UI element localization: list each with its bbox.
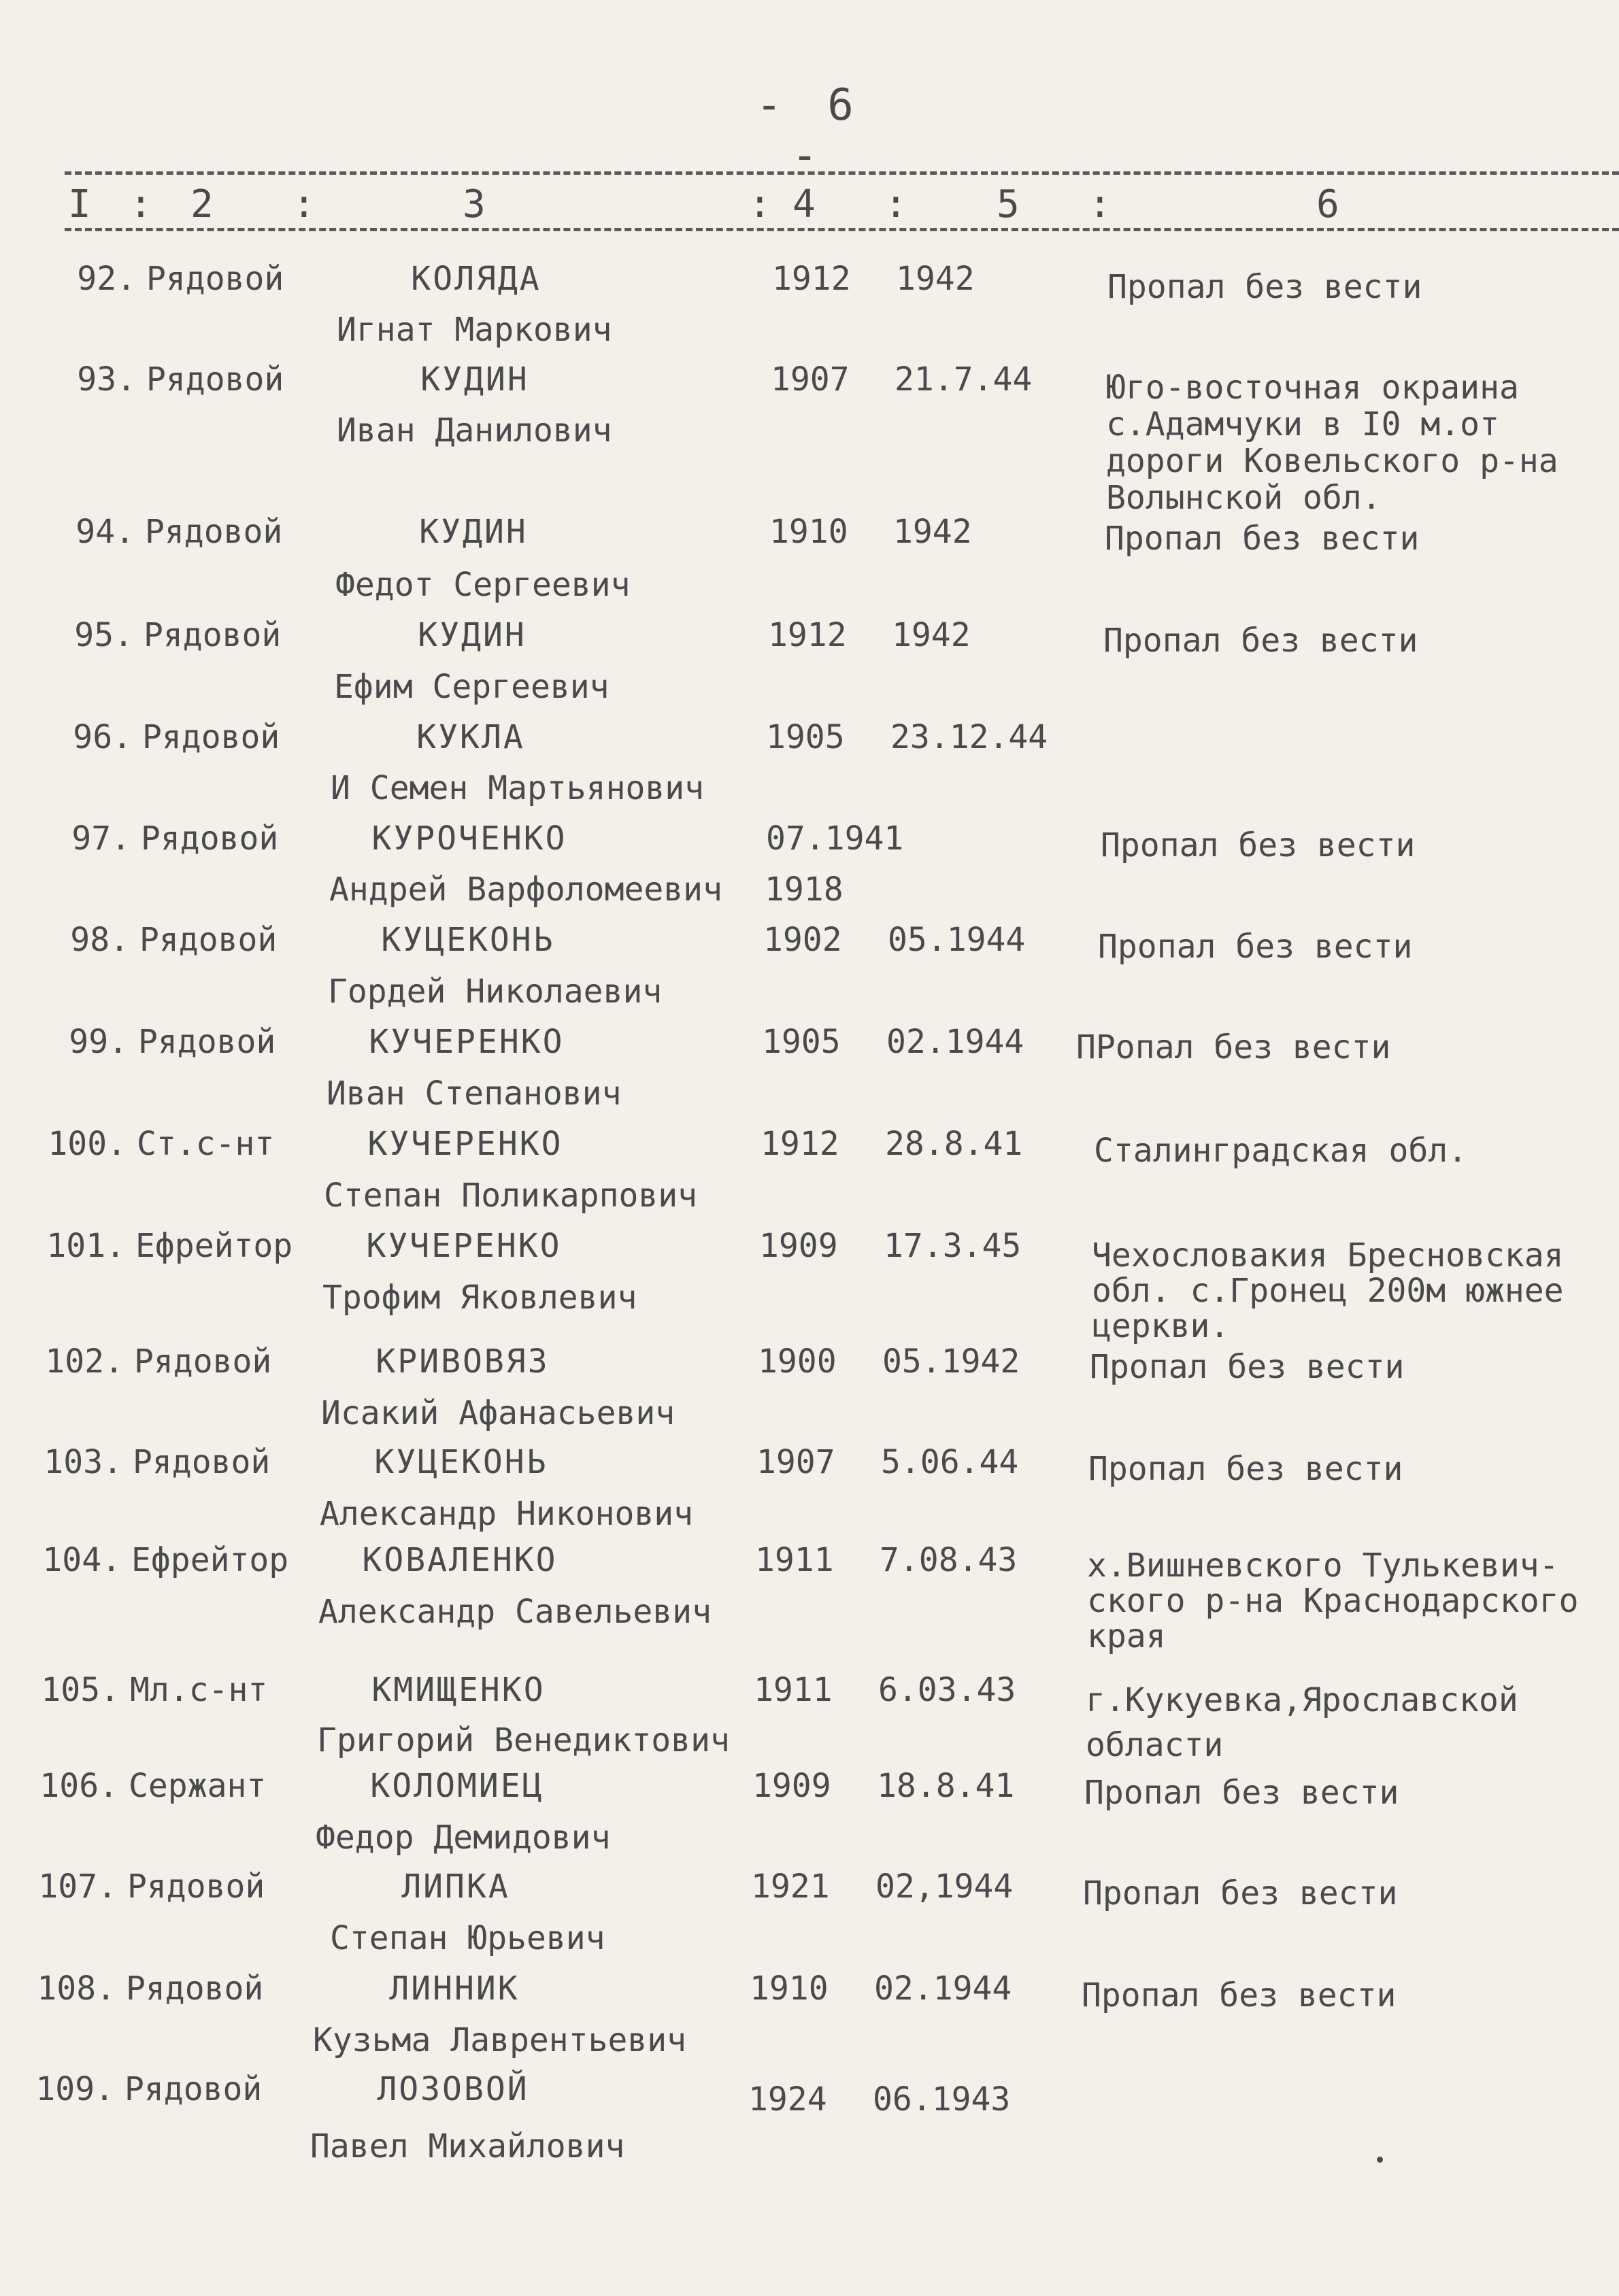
- given-name: Ефим Сергеевич: [334, 668, 610, 706]
- birth-year: 1921: [751, 1868, 830, 1906]
- death-date: 18.8.41: [877, 1767, 1015, 1805]
- rank: Рядовой: [146, 360, 284, 399]
- given-name: Андрей Варфоломеевич: [329, 871, 722, 909]
- row-number: 108.: [37, 1970, 116, 2008]
- rank: Рядовой: [126, 1970, 264, 2008]
- row-number: 105.: [41, 1671, 120, 1709]
- fate: Пропал без вести: [1084, 1774, 1399, 1812]
- row-number: 100.: [48, 1125, 127, 1163]
- table-row: [0, 258, 1619, 360]
- rank: Рядовой: [144, 616, 282, 654]
- given-name: Степан Юрьевич: [330, 1919, 605, 1957]
- death-date: 1942: [896, 260, 975, 298]
- header-col-5: 5: [997, 182, 1020, 226]
- header-col-2: 2: [190, 182, 214, 226]
- table-row: [0, 359, 1619, 517]
- death-date: 07.1941: [766, 820, 904, 858]
- ink-dot: [1377, 2157, 1383, 2163]
- header-col-3: 3: [463, 182, 486, 226]
- fate: Юго-восточная окраина с.Адамчуки в I0 м.от дороги Ковельского р-на Волынской обл.: [1106, 369, 1558, 517]
- given-name: Иван Данилович: [337, 411, 612, 450]
- row-number: 98.: [70, 921, 129, 959]
- given-name: Иван Степанович: [327, 1075, 622, 1113]
- given-name: Степан Поликарпович: [324, 1177, 698, 1215]
- page-number: - 6 -: [756, 80, 863, 181]
- table-row: [0, 717, 1619, 819]
- birth-year: 1912: [761, 1125, 839, 1163]
- rank: Ст.с-нт: [137, 1125, 275, 1163]
- header-separator: :: [129, 182, 152, 226]
- given-name: Игнат Маркович: [337, 311, 612, 349]
- death-date: 6.03.43: [878, 1671, 1016, 1709]
- death-date: 1942: [893, 513, 972, 551]
- fate: Пропал без вести: [1082, 1976, 1397, 2014]
- rank: Ефрейтор: [135, 1227, 293, 1265]
- table-row: [0, 1866, 1619, 1968]
- rank: Рядовой: [146, 260, 284, 298]
- birth-year: 1905: [762, 1023, 841, 1061]
- birth-year: 1910: [750, 1970, 829, 2008]
- given-name: Григорий Венедиктович: [317, 1721, 730, 1759]
- fate: Пропал без вести: [1107, 268, 1422, 306]
- rank: Рядовой: [142, 718, 280, 756]
- birth-year: 1918: [765, 871, 844, 909]
- birth-year: 1900: [758, 1343, 837, 1381]
- death-date: 23.12.44: [890, 718, 1048, 756]
- rank: Рядовой: [139, 921, 278, 959]
- header-col-4: 4: [792, 182, 816, 226]
- surname: ЛИННИК: [389, 1970, 520, 2008]
- surname: КОВАЛЕНКО: [362, 1541, 558, 1579]
- table-row: [0, 1670, 1619, 1772]
- table-row: [0, 615, 1619, 717]
- surname: ЛИПКА: [401, 1868, 510, 1906]
- row-number: 97.: [71, 820, 131, 858]
- death-date: 5.06.44: [881, 1443, 1019, 1481]
- row-number: 107.: [38, 1868, 117, 1906]
- surname: КУДИН: [419, 513, 528, 551]
- row-number: 104.: [42, 1541, 121, 1579]
- birth-year: 1910: [769, 513, 848, 551]
- given-name: Гордей Николаевич: [328, 973, 663, 1011]
- surname: КУЦЕКОНЬ: [374, 1443, 548, 1481]
- birth-year: 1907: [771, 360, 850, 399]
- row-number: 103.: [44, 1443, 122, 1481]
- row-number: 92.: [77, 260, 136, 298]
- death-date: 7.08.43: [880, 1541, 1018, 1579]
- fate: г.Кукуевка,Ярославской области: [1086, 1681, 1518, 1764]
- row-number: 93.: [77, 360, 136, 399]
- birth-year: 1924: [748, 2080, 827, 2118]
- table-row: [0, 2069, 1619, 2171]
- table-row: [0, 1022, 1619, 1124]
- fate: Пропал без вести: [1088, 1450, 1403, 1488]
- birth-year: 1905: [766, 718, 845, 756]
- rank: Рядовой: [133, 1443, 271, 1481]
- surname: КМИЩЕНКО: [371, 1671, 546, 1709]
- fate: Чехословакия Бресновская обл. с.Гронец 200м южнее церкви.: [1092, 1236, 1564, 1345]
- death-date: 28.8.41: [885, 1125, 1023, 1163]
- header-separator: :: [884, 182, 907, 226]
- fate: Пропал без вести: [1098, 928, 1413, 966]
- surname: КУДИН: [420, 360, 529, 399]
- row-number: 106.: [39, 1767, 118, 1805]
- death-date: 06.1943: [873, 2080, 1011, 2118]
- given-name: Трофим Яковлевич: [322, 1279, 637, 1317]
- birth-year: 1911: [755, 1541, 834, 1579]
- surname: КУЧЕРЕНКО: [366, 1227, 562, 1265]
- rank: Ефрейтор: [131, 1541, 289, 1579]
- fate: Пропал без вести: [1105, 520, 1420, 558]
- surname: КУКЛА: [416, 718, 525, 756]
- birth-year: 1912: [772, 260, 851, 298]
- header-col-1: I: [68, 182, 91, 226]
- surname: КОЛЯДА: [411, 260, 541, 298]
- birth-year: 1902: [763, 921, 842, 959]
- surname: КУЦЕКОНЬ: [381, 921, 555, 959]
- death-date: 02.1944: [886, 1023, 1024, 1061]
- table-row: [0, 1968, 1619, 2070]
- birth-year: 1912: [768, 616, 847, 654]
- rank: Рядовой: [127, 1868, 265, 1906]
- death-date: 02.1944: [874, 1970, 1012, 2008]
- given-name: Федот Сергеевич: [335, 566, 631, 604]
- table-row: [0, 1226, 1619, 1345]
- row-number: 96.: [73, 718, 132, 756]
- given-name: Исакий Афанасьевич: [321, 1394, 675, 1432]
- row-number: 109.: [35, 2070, 114, 2108]
- table-row: [0, 1341, 1619, 1443]
- row-number: 99.: [69, 1023, 128, 1061]
- table-row: [0, 818, 1619, 920]
- header-col-6: 6: [1316, 182, 1339, 226]
- fate: Пропал без вести: [1103, 622, 1418, 660]
- fate: ПРопал без вести: [1076, 1028, 1391, 1066]
- given-name: И Семен Мартьянович: [331, 769, 705, 807]
- rank: Рядовой: [141, 820, 279, 858]
- death-date: 02,1944: [875, 1868, 1014, 1906]
- birth-year: 1911: [754, 1671, 833, 1709]
- surname: КУРОЧЕНКО: [371, 820, 567, 858]
- given-name: Александр Савельевич: [318, 1593, 712, 1631]
- surname: ЛОЗОВОЙ: [377, 2070, 529, 2108]
- surname: КУЧЕРЕНКО: [367, 1125, 563, 1163]
- rank: Рядовой: [145, 513, 283, 551]
- row-number: 101.: [46, 1227, 125, 1265]
- header-separator: :: [1088, 182, 1112, 226]
- table-row: [0, 1540, 1619, 1655]
- row-number: 95.: [74, 616, 133, 654]
- table-row: [0, 1442, 1619, 1544]
- death-date: 1942: [892, 616, 971, 654]
- fate: Пропал без вести: [1090, 1348, 1405, 1386]
- row-number: 102.: [45, 1343, 124, 1381]
- death-date: 21.7.44: [895, 360, 1033, 399]
- death-date: 05.1944: [888, 921, 1026, 959]
- table-row: [0, 1124, 1619, 1226]
- table-row: [0, 919, 1619, 1022]
- rank: Рядовой: [134, 1343, 272, 1381]
- fate: Сталинградская обл.: [1094, 1132, 1468, 1170]
- rank: Сержант: [129, 1767, 267, 1805]
- fate: Пропал без вести: [1101, 826, 1416, 864]
- birth-year: 1907: [756, 1443, 835, 1481]
- surname: КУЧЕРЕНКО: [369, 1023, 565, 1061]
- header-separator: :: [748, 182, 771, 226]
- table-row: [0, 511, 1619, 613]
- fate: Пропал без вести: [1083, 1874, 1398, 1912]
- given-name: Федор Демидович: [316, 1819, 611, 1857]
- birth-year: 1909: [759, 1227, 838, 1265]
- rank: Рядовой: [124, 2070, 263, 2108]
- surname: КОЛОМИЕЦ: [370, 1767, 544, 1805]
- death-date: 05.1942: [882, 1343, 1020, 1381]
- given-name: Кузьма Лаврентьевич: [313, 2021, 687, 2059]
- fate: х.Вишневского Тулькевич- ского р-на Краснодарского края: [1087, 1547, 1579, 1655]
- table-row: [0, 1766, 1619, 1868]
- row-number: 94.: [76, 513, 135, 551]
- death-date: 17.3.45: [884, 1227, 1022, 1265]
- birth-year: 1909: [752, 1767, 831, 1805]
- given-name: Александр Никонович: [320, 1495, 694, 1533]
- given-name: Павел Михайлович: [310, 2127, 625, 2165]
- header-separator: :: [293, 182, 316, 226]
- rank: Мл.с-нт: [130, 1671, 268, 1709]
- surname: КУДИН: [418, 616, 527, 654]
- rank: Рядовой: [138, 1023, 276, 1061]
- surname: КРИВОВЯЗ: [375, 1343, 550, 1381]
